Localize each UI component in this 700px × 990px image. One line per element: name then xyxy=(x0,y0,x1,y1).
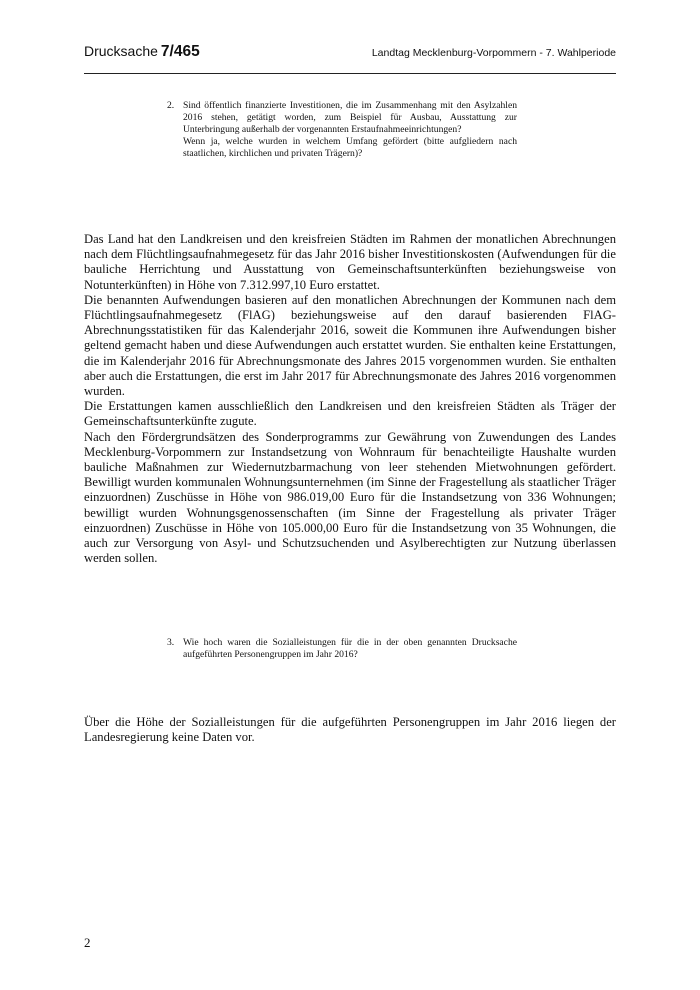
document-number: 7/465 xyxy=(160,43,200,60)
answer-paragraph: Über die Höhe der Sozialleistungen für die aufgeführten Personengruppen im Jahr 2016 liegen der Landesregierung keine Daten vor. xyxy=(84,715,616,745)
answer-3 xyxy=(84,715,616,745)
question-followup: Wenn ja, welche wurden in welchem Umfang gefördert (bitte aufgliedern nach staatlichen, kirchlichen und privaten Trägern)? xyxy=(183,136,517,159)
answer-paragraph: Die benannten Aufwendungen basieren auf den monatlichen Abrechnungen der Kommunen nach dem Flüchtlingsaufnahmegesetz (FlAG) beziehungsweise auf den darauf basierenden FlAG-Abrechnungsstatistiken für das Kalenderjahr 2016, soweit die Kommunen ihre Aufwendungen bisher geltend gemacht haben und diese Aufwendungen auch erstattet wurden. Sie enthalten keine Erstattungen, die im Kalenderjahr 2016 für Abrechnungsmonate des Jahres 2015 vorgenommen wurden. Sie enthalten aber auch die Erstattungen, die erst im Jahr 2017 für Abrechnungsmonate des Jahres 2016 vorgenommen wurden. xyxy=(84,292,616,399)
answer-paragraph: Nach den Fördergrundsätzen des Sonderprogramms zur Gewährung von Zuwendungen des Landes Mecklenburg-Vorpommern zur Instandsetzung von Wohnraum für benachteiligte Haushalte wurden bauliche Maßnahmen zur Wiedernutzbarmachung von leer stehenden Mietwohnungen gefördert. Bewilligt wurden kommunalen Wohnungsunternehmen (im Sinne der Fragestellung als staatlicher Träger einzuordnen) Zuschüsse in Höhe von 986.019,00 Euro für die Instandsetzung von 336 Wohnungen; bewilligt wurden Wohnungsgenossenschaften (im Sinne der Fragestellung als privater Träger einzuordnen) Zuschüsse in Höhe von 105.000,00 Euro für die Instandsetzung von 35 Wohnungen, die auch zur Versorgung von Asyl- und Schutzsuchenden und Asylberechtigten zur Nutzung überlassen werden sollen. xyxy=(84,429,616,566)
parliament-name: Landtag Mecklenburg-Vorpommern - 7. Wahlperiode xyxy=(371,47,616,59)
question-3 xyxy=(167,637,517,661)
question-number: 3. xyxy=(167,637,175,648)
question-2 xyxy=(167,100,517,160)
question-number: 2. xyxy=(167,100,175,111)
document-reference xyxy=(84,43,200,61)
answer-paragraph: Das Land hat den Landkreisen und den kreisfreien Städten im Rahmen der monatlichen Abrechnungen nach dem Flüchtlingsaufnahmegesetz für das Jahr 2016 bisher Investitionskosten (Aufwendungen für die bauliche Herrichtung und Ausstattung von Gemeinschaftsunterkünften beziehungsweise von Notunterkünften) in Höhe von 7.312.997,10 Euro erstattet. xyxy=(84,232,616,292)
question-text: Sind öffentlich finanzierte Investitionen, die im Zusammenhang mit den Asylzahlen 2016 stehen, getätigt worden, zum Beispiel für Ausbau, Ausstattung zur Unterbringung außerhalb der vorgenannten Erstaufnahmeeinrichtungen? xyxy=(183,100,517,135)
page-header xyxy=(84,43,616,74)
answer-2 xyxy=(84,232,616,566)
question-text: Wie hoch waren die Sozialleistungen für die in der oben genannten Drucksache aufgeführten Personengruppen im Jahr 2016? xyxy=(183,637,517,660)
document-label: Drucksache xyxy=(84,43,158,59)
answer-paragraph: Die Erstattungen kamen ausschließlich den Landkreisen und den kreisfreien Städten als Träger der Gemeinschaftsunterkünfte zugute. xyxy=(84,399,616,429)
page-number: 2 xyxy=(84,935,91,950)
